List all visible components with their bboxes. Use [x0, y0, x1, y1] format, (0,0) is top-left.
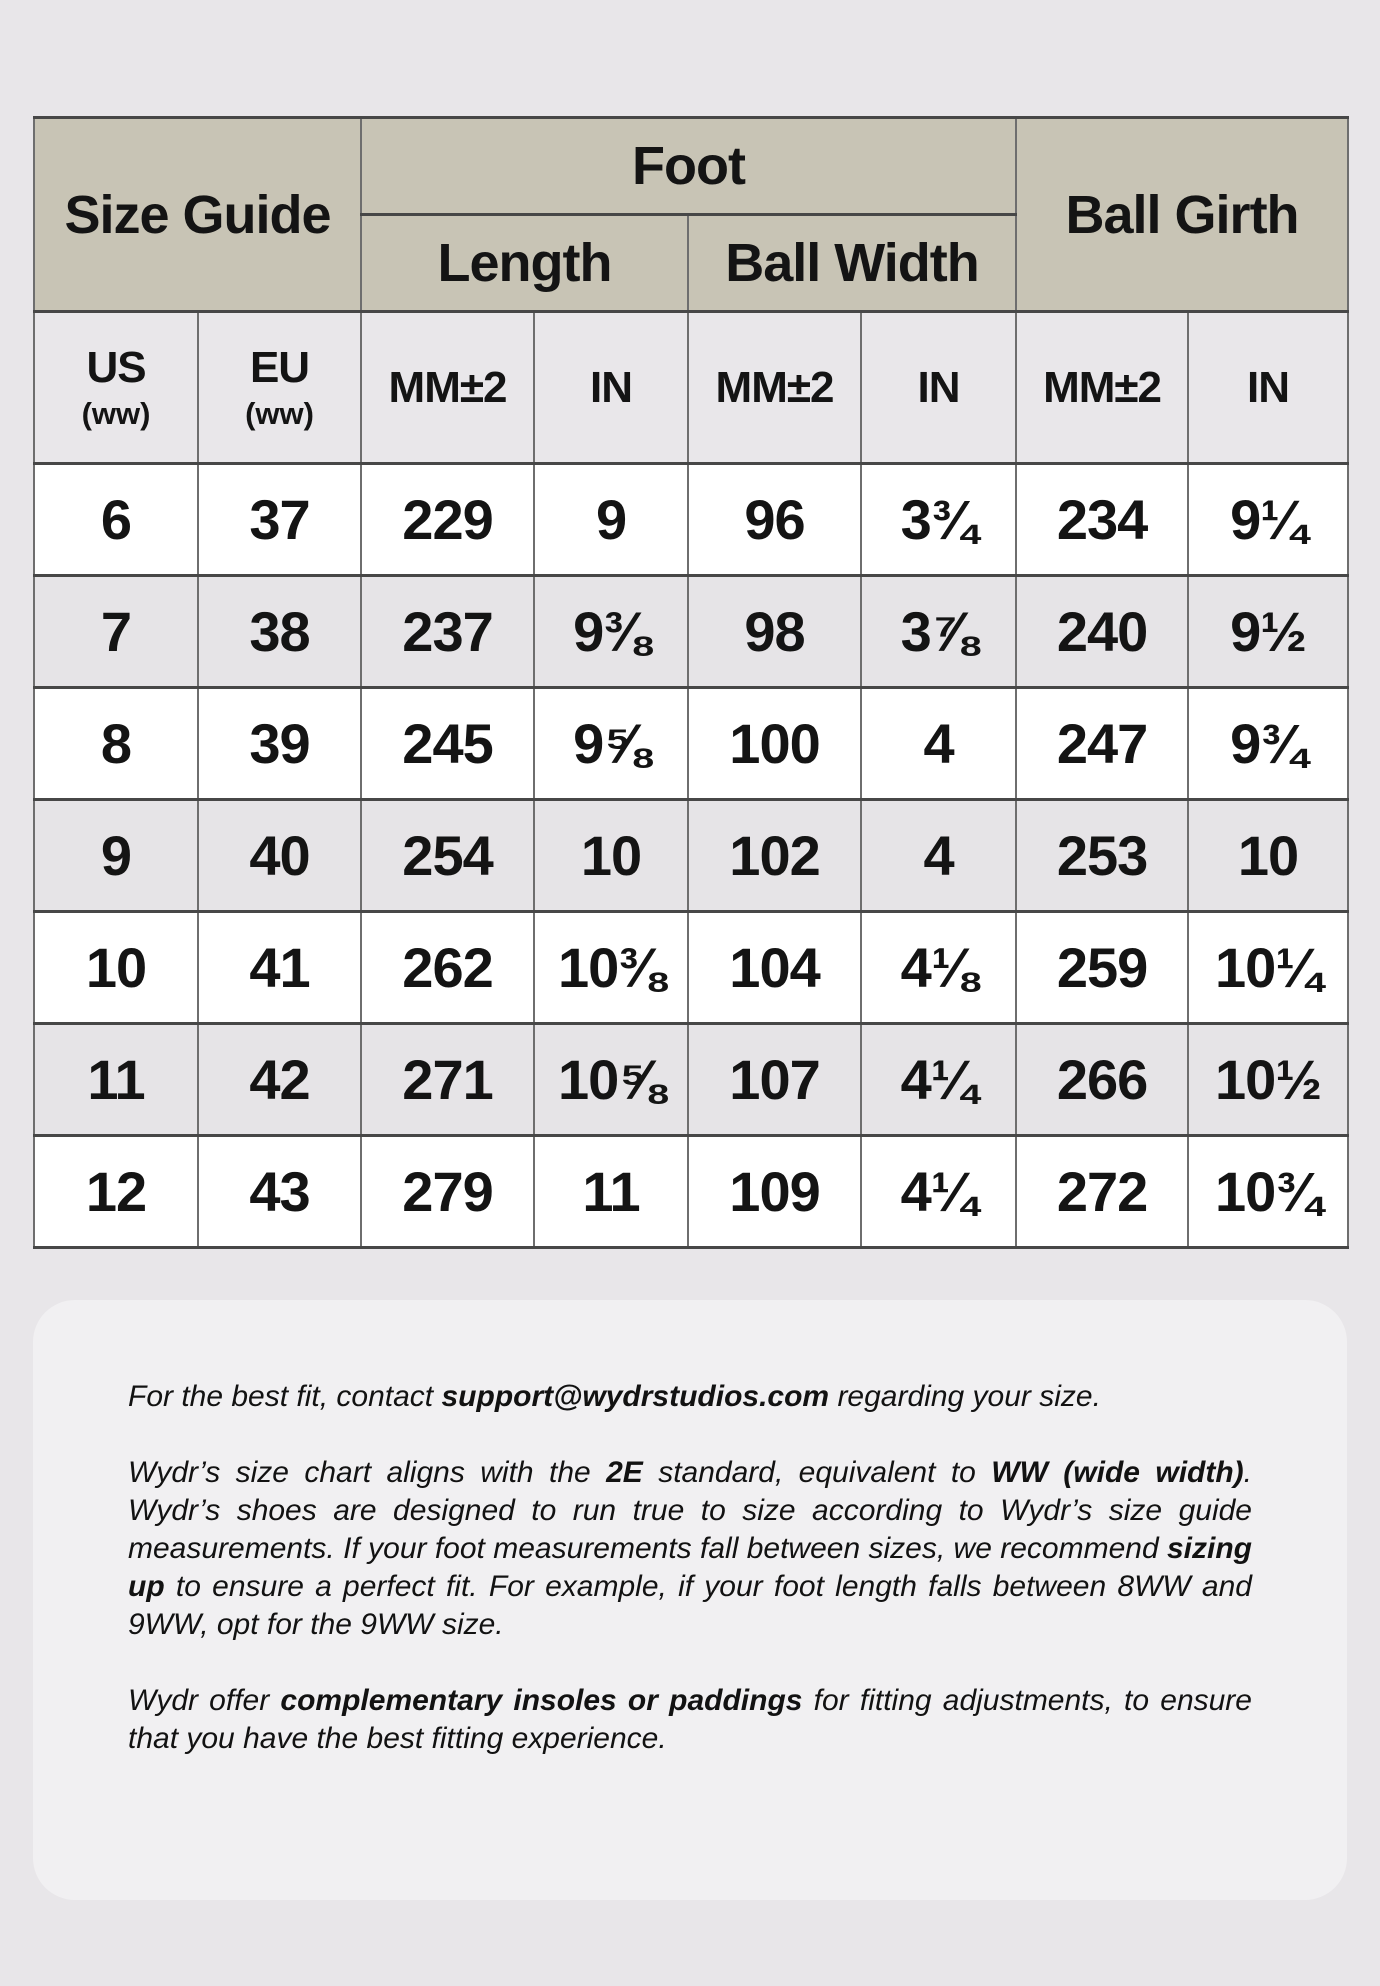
cell-length-mm: 245 — [361, 688, 534, 800]
cell-eu: 40 — [198, 800, 361, 912]
cell-eu: 42 — [198, 1024, 361, 1136]
cell-ball-width-in: 4 — [861, 800, 1016, 912]
table-row — [34, 1024, 1348, 1136]
column-header-eu — [198, 312, 361, 464]
column-header-ball-girth-mm: MM±2 — [1016, 312, 1188, 464]
cell-ball-width-in: 3⅞ — [861, 576, 1016, 688]
note-paragraph-sizing: Wydr’s size chart aligns with the 2E standard, equivalent to WW (wide width). Wydr’s shoes are designed to run true to size according to Wydr’s size guide measurements. If your foot measurements fall between sizes, we recommend sizing up to ensure a perfect fit. For example, if your foot length falls between 8WW and 9WW, opt for the 9WW size. — [128, 1456, 1253, 1641]
support-email: support@wydrstudios.com — [441, 1380, 830, 1413]
cell-eu: 39 — [198, 688, 361, 800]
cell-length-in: 9⅜ — [534, 576, 688, 688]
cell-ball-width-mm: 109 — [688, 1136, 861, 1248]
cell-ball-girth-in: 10 — [1188, 800, 1348, 912]
cell-eu: 38 — [198, 576, 361, 688]
column-header-eu-label: EU — [249, 343, 310, 392]
cell-length-in: 10 — [534, 800, 688, 912]
cell-eu: 43 — [198, 1136, 361, 1248]
cell-ball-width-mm: 107 — [688, 1024, 861, 1136]
cell-ball-girth-in: 9¾ — [1188, 688, 1348, 800]
cell-length-mm: 254 — [361, 800, 534, 912]
size-guide-table — [33, 116, 1349, 1249]
foot-header: Foot — [361, 118, 1016, 215]
bold-text: 2E — [606, 1456, 643, 1489]
cell-us: 9 — [34, 800, 198, 912]
column-header-us — [34, 312, 198, 464]
cell-ball-girth-in: 9½ — [1188, 576, 1348, 688]
cell-ball-width-mm: 102 — [688, 800, 861, 912]
cell-length-mm: 262 — [361, 912, 534, 1024]
column-header-ball-width-mm: MM±2 — [688, 312, 861, 464]
cell-us: 6 — [34, 464, 198, 576]
column-header-length-mm: MM±2 — [361, 312, 534, 464]
column-header-length-in: IN — [534, 312, 688, 464]
cell-ball-width-in: 4⅛ — [861, 912, 1016, 1024]
ball-width-header: Ball Width — [688, 215, 1016, 312]
bold-text: WW (wide width) — [991, 1456, 1244, 1489]
cell-us: 11 — [34, 1024, 198, 1136]
column-header-ball-girth-in: IN — [1188, 312, 1348, 464]
notes-panel — [33, 1300, 1347, 1900]
note-paragraph-insoles: Wydr offer complementary insoles or paddings for fitting adjustments, to ensure that you have the best fitting experience. — [128, 1684, 1252, 1755]
column-header-ball-width-in: IN — [861, 312, 1016, 464]
cell-length-mm: 237 — [361, 576, 534, 688]
note-paragraph-fit-contact: For the best fit, contact support@wydrstudios.com regarding your size. — [128, 1380, 1101, 1413]
cell-ball-girth-mm: 247 — [1016, 688, 1188, 800]
cell-length-in: 10⅝ — [534, 1024, 688, 1136]
cell-us: 8 — [34, 688, 198, 800]
cell-length-in: 10⅜ — [534, 912, 688, 1024]
cell-ball-width-mm: 96 — [688, 464, 861, 576]
cell-ball-girth-mm: 234 — [1016, 464, 1188, 576]
cell-us: 10 — [34, 912, 198, 1024]
cell-length-mm: 279 — [361, 1136, 534, 1248]
cell-ball-girth-mm: 253 — [1016, 800, 1188, 912]
cell-ball-girth-in: 9¼ — [1188, 464, 1348, 576]
cell-ball-width-in: 3¾ — [861, 464, 1016, 576]
table-row — [34, 800, 1348, 912]
bold-text: sizing up — [128, 1532, 1252, 1603]
cell-eu: 41 — [198, 912, 361, 1024]
cell-ball-girth-mm: 259 — [1016, 912, 1188, 1024]
cell-ball-width-in: 4¼ — [861, 1024, 1016, 1136]
cell-eu: 37 — [198, 464, 361, 576]
table-row — [34, 1136, 1348, 1248]
cell-ball-girth-in: 10½ — [1188, 1024, 1348, 1136]
cell-length-in: 11 — [534, 1136, 688, 1248]
cell-length-in: 9⅝ — [534, 688, 688, 800]
cell-ball-width-mm: 104 — [688, 912, 861, 1024]
cell-ball-girth-in: 10¼ — [1188, 912, 1348, 1024]
cell-us: 12 — [34, 1136, 198, 1248]
cell-length-mm: 229 — [361, 464, 534, 576]
cell-ball-width-in: 4 — [861, 688, 1016, 800]
table-row — [34, 912, 1348, 1024]
size-guide-header: Size Guide — [34, 118, 361, 312]
column-header-eu-note: (ww) — [245, 396, 314, 431]
table-row — [34, 576, 1348, 688]
bold-text: complementary insoles or paddings — [280, 1684, 803, 1717]
cell-ball-width-mm: 98 — [688, 576, 861, 688]
cell-ball-girth-mm: 240 — [1016, 576, 1188, 688]
cell-length-in: 9 — [534, 464, 688, 576]
cell-ball-girth-in: 10¾ — [1188, 1136, 1348, 1248]
cell-ball-girth-mm: 266 — [1016, 1024, 1188, 1136]
cell-ball-width-in: 4¼ — [861, 1136, 1016, 1248]
ball-girth-header: Ball Girth — [1016, 118, 1348, 312]
length-header: Length — [361, 215, 688, 312]
column-header-us-label: US — [86, 343, 146, 392]
cell-us: 7 — [34, 576, 198, 688]
cell-ball-girth-mm: 272 — [1016, 1136, 1188, 1248]
column-header-us-note: (ww) — [81, 396, 151, 431]
table-row — [34, 464, 1348, 576]
cell-ball-width-mm: 100 — [688, 688, 861, 800]
cell-length-mm: 271 — [361, 1024, 534, 1136]
table-row — [34, 688, 1348, 800]
